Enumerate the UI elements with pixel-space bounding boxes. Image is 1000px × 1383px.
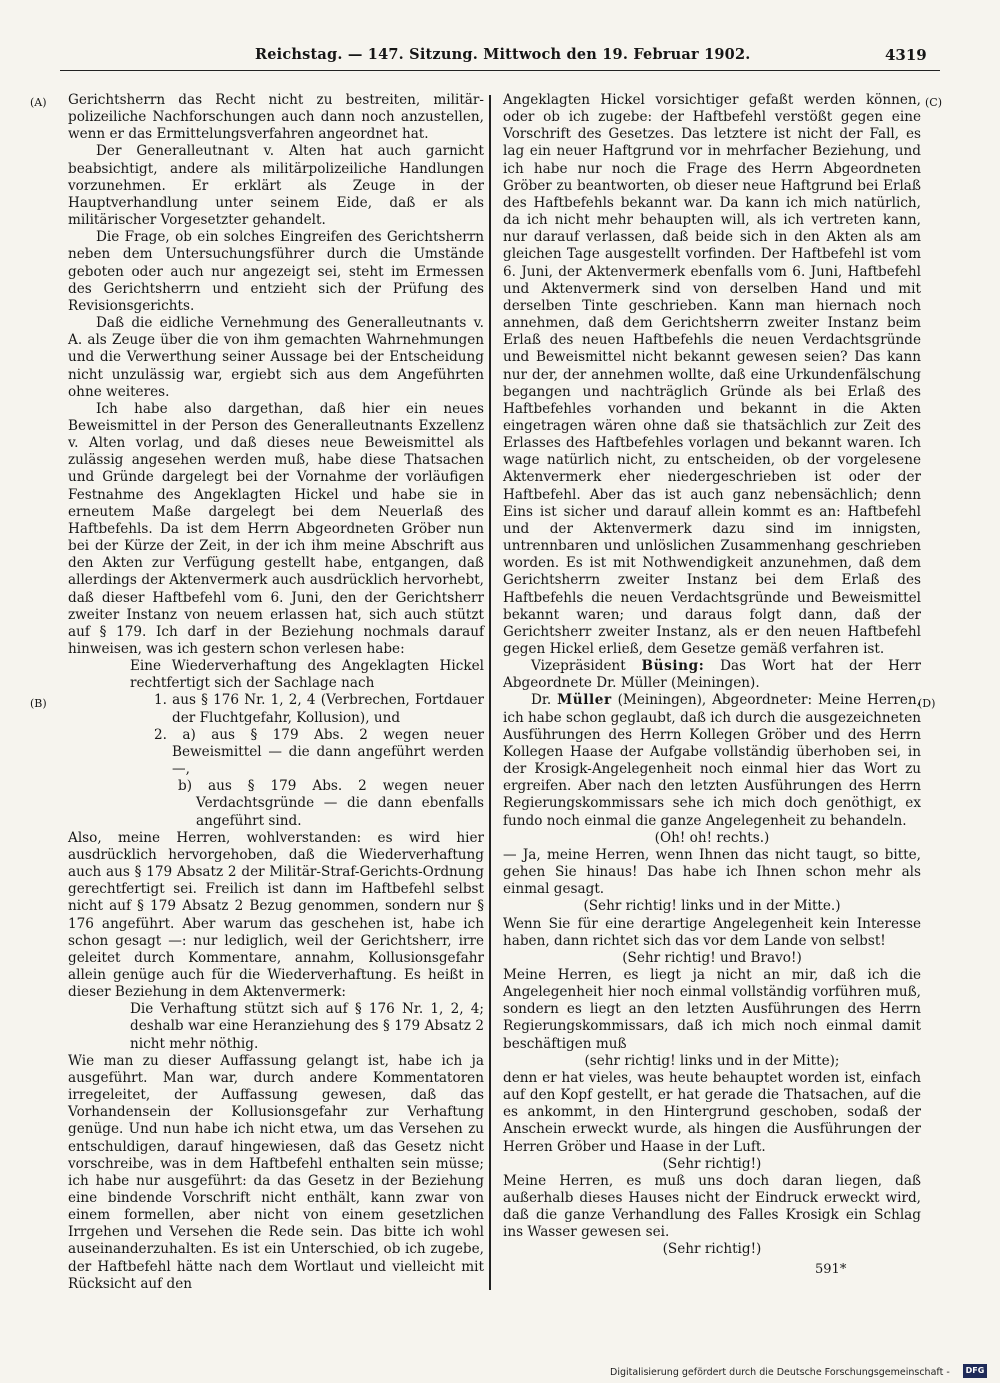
digitization-credit: Digitalisierung gefördert durch die Deutsche Forschungsgemeinschaft - — [610, 1367, 950, 1378]
right-paragraph: Angeklagten Hickel vorsichtiger gefaßt werden können, oder ob ich zugebe: der Haftbefehl verstößt gegen eine Vorschrift des Gesetzes. Das letztere ist nicht der Fall, es lag ein neuer Haftgrund vor in mehrfacher Beziehung, und ich habe nur noch die Frage des Herrn Abgeordneten Gröber zu beantworten, ob dieser neue Haftgrund bei Erlaß des Haftbefehls bekannt war. Da kann ich mich natürlich, da ich nicht mehr behaupten will, als ich vertreten kann, nur darauf verlassen, daß beide sich in den Akten als am gleichen Tage ausgestellt vorfinden. Der Haftbefehl ist vom 6. Juni, der Aktenvermerk ebenfalls vom 6. Juni, Haftbefehl und Aktenvermerk sind von derselben Hand und mit derselben Tinte geschrieben. Kann man hiernach noch annehmen, daß dem Gerichtsherrn zweiter Instanz beim Erlaß des neuen Haftbefehls die neuen Verdachtsgründe und Beweismittel nicht bekannt gewesen seien? Das kann nur der, der annehmen wollte, daß eine Urkundenfälschung begangen und nachträglich Gründe als bei Erlaß des Haftbefehles vorhanden und bekannt in die Akten eingetragen wären ohne daß sie thatsächlich zur Zeit des Erlasses des Haftbefehles vorlagen und bekannt waren. Ich wage natürlich nicht, zu entscheiden, ob der vorgelesene Aktenvermerk eher niedergeschrieben ist oder der Haftbefehl. Aber das ist auch ganz nebensächlich; denn Eins ist sicher und darauf allein kommt es an: Haftbefehl und der Aktenvermerk dazu sind im innigsten, untrennbaren und unlöslichen Zusammenhang geschrieben worden. Es ist mit Nothwendigkeit anzunehmen, daß dem Gerichtsherrn zweiter Instanz bei dem Erlaß des Haftbefehls die neuen Verdachtsgründe und Beweismittel bekannt waren; und daraus folgt dann, daß der Gerichtsherr zweiter Instanz, als er den neuen Haftbefehl gegen Hickel erließ, dem Gesetze gemäß verfahren ist. — [503, 92, 921, 657]
speech-start — [503, 692, 921, 829]
quoted-file-note: Die Verhaftung stützt sich auf § 176 Nr. 1, 2, 4; deshalb war eine Heranziehung des § 179 Absatz 2 nicht mehr nöthig. — [130, 1001, 484, 1052]
column-divider — [489, 95, 491, 1290]
left-paragraph: Gerichtsherrn das Recht nicht zu bestreiten, militär-polizeiliche Nachforschungen auch dann noch anzustellen, wenn er das Ermittelungsverfahren angeordnet hat. — [68, 92, 484, 143]
right-paragraph: Meine Herren, es liegt ja nicht an mir, daß ich die Angelegenheit hier noch einmal vollständig vorführen muß, sondern es liegt an den letzten Ausführungen des Herrn Regierungskommissars, daß ich mich noch einmal damit beschäftigen muß — [503, 966, 921, 1052]
margin-marker-b: (B) — [30, 697, 47, 710]
dfg-logo: DFG — [963, 1364, 987, 1378]
header-rule — [60, 70, 940, 71]
interjection: (Sehr richtig!) — [662, 1155, 762, 1172]
left-paragraph: Ich habe also dargethan, daß hier ein neues Beweismittel in der Person des Generalleutnants Exzellenz v. Alten vorlag, und daß dieses neue Beweismittel als zulässig angesehen werden muß, habe diese Thatsachen und Gründe dargelegt bei der Vornahme der vorläufigen Festnahme des Angeklagten Hickel und habe sie in erneutem Maße dargelegt bei dem Neuerlaß des Haftbefehls. Da ist dem Herrn Abgeordneten Gröber nun bei der Kürze der Zeit, in der ich ihm meine Abschrift aus den Akten zur Verfügung gestellt habe, entgangen, daß allerdings der Aktenvermerk auch ausdrücklich hervorhebt, daß dieser Haftbefehl vom 6. Juni, den der Gerichtsherr zweiter Instanz von neuem erlassen hat, sich auch stützt auf § 179. Ich darf in der Beziehung nochmals darauf hinweisen, was ich gestern schon verlesen habe: — [68, 400, 484, 657]
page-number: 4319 — [885, 46, 927, 64]
interjection: (Oh! oh! rechts.) — [654, 829, 770, 846]
left-paragraph: Daß die eidliche Vernehmung des Generalleutnants v. A. als Zeuge über die von ihm gemachten Wahrnehmungen und die Verwerthung seiner Aussage bei der Entscheidung nicht unzulässig war, ergiebt sich aus dem Angeführten ohne weiteres. — [68, 315, 484, 400]
margin-marker-c: (C) — [925, 96, 942, 109]
remark-text: Das Wort hat der Herr Abgeordnete Dr. Müller (Meiningen). — [503, 658, 921, 692]
left-paragraph: Die Frage, ob ein solches Eingreifen des Gerichtsherrn neben dem Untersuchungsführer durch die Umstände geboten oder auch nur angezeigt sei, steht im Ermessen des Gerichtsherrn und entzieht sich der Prüfung des Revisionsgerichts. — [68, 229, 484, 314]
sheet-signature: 591* — [815, 1262, 847, 1277]
page-header: Reichstag. — 147. Sitzung. Mittwoch den 19. Februar 1902. — [255, 46, 751, 63]
margin-marker-d: (D) — [918, 697, 936, 710]
quoted-order-item-1: 1. aus § 176 Nr. 1, 2, 4 (Verbrechen, Fortdauer der Fluchtgefahr, Kollusion), und — [154, 692, 484, 726]
margin-marker-a: (A) — [30, 96, 47, 109]
left-paragraph: Der Generalleutnant v. Alten hat auch garnicht beabsichtigt, andere als militärpolizeiliche Handlungen vorzunehmen. Er erklärt als Zeuge in der Hauptverhandlung unter seinem Eide, daß er als militärischer Vorgesetzter gehandelt. — [68, 143, 484, 229]
right-paragraph: Wenn Sie für eine derartige Angelegenheit kein Interesse haben, dann richtet sich das vor dem Lande von selbst! — [503, 915, 921, 949]
speaker-role: Vizepräsident — [531, 658, 642, 675]
right-paragraph: — Ja, meine Herren, wenn Ihnen das nicht taugt, so bitte, gehen Sie hinaus! Das habe ich Ihnen schon mehr als einmal gesagt. — [503, 846, 921, 898]
speaker-name: Müller — [557, 692, 612, 709]
quoted-order: Eine Wiederverhaftung des Angeklagten Hickel rechtfertigt sich der Sachlage nach — [130, 658, 484, 692]
right-column — [503, 92, 921, 1259]
speaker-name: Büsing: — [641, 658, 705, 675]
right-paragraph: denn er hat vieles, was heute behauptet worden ist, einfach auf den Kopf gestellt, er hat gerade die Thatsachen, auf die es ankommt, in den Hintergrund geschoben, sodaß der Anschein erweckt wurde, als hingen die Ausführungen der Herren Gröber und Haase in der Luft. — [503, 1069, 921, 1155]
left-paragraph: Also, meine Herren, wohlverstanden: es wird hier ausdrücklich hervorgehoben, daß die Wiederverhaftung auch aus § 179 Absatz 2 der Militär-Straf-Gerichts-Ordnung gerechtfertigt sei. Freilich ist dann im Haftbefehl selbst nicht auf § 179 Absatz 2 Bezug genommen, sondern nur § 176 angeführt. Aber warum das geschehen ist, habe ich schon gesagt —: nur lediglich, weil der Gerichtsherr, irre geleitet durch Kommentare, annahm, Kollusionsgefahr allein genüge auch für die Wiederverhaftung. Es heißt in dieser Beziehung in dem Aktenvermerk: — [68, 829, 484, 1001]
left-paragraph: Wie man zu dieser Auffassung gelangt ist, habe ich ja ausgeführt. Man war, durch andere Kommentatoren irregeleitet, der Auffassung gewesen, daß das Vorhandensein der Kollusionsgefahr zur Verhaftung genüge. Und nun habe ich nicht etwa, um das Versehen zu entschuldigen, darauf hingewiesen, daß das Gesetz nicht vorschreibe, was in dem Haftbefehl enthalten sein müsse; ich habe nur ausgeführt: da das Gesetz in der Beziehung eine bindende Vorschrift nicht enthält, kann zwar von einem formellen, aber nicht von einem gesetzlichen Irrgehen und Versehen die Rede sein. Das bitte ich wohl auseinanderzuhalten. Es ist ein Unterschied, ob ich zugebe, der Haftbefehl hätte nach dem Wortlaut und vielleicht mit Rücksicht auf den — [68, 1052, 484, 1292]
quoted-order-item-2b: b) aus § 179 Abs. 2 wegen neuer Verdachtsgründe — die dann ebenfalls angeführt sind. — [178, 778, 484, 829]
interjection: (Sehr richtig! und Bravo!) — [622, 949, 802, 966]
interjection: (sehr richtig! links und in der Mitte); — [584, 1052, 840, 1069]
interjection: (Sehr richtig!) — [662, 1241, 762, 1258]
speech-text: (Meiningen), Abgeordneter: Meine Herren, ich habe schon geglaubt, daß ich durch die ausgezeichneten Ausführungen des Herrn Kollegen Gröber und des Herrn Kollegen Haase der Aufgabe vollständig überhoben sei, in der Krosigk-Angelegenheit noch einmal hier das Wort zu ergreifen. Aber nach den letzten Ausführungen des Herrn Regierungskommissars sehe ich mich doch genöthigt, ex fundo noch einmal die ganze Angelegenheit zu behandeln. — [503, 692, 921, 829]
right-paragraph: Meine Herren, es muß uns doch daran liegen, daß außerhalb dieses Hauses nicht der Eindruck erweckt wird, daß die ganze Verhandlung des Falles Krosigk ein Schlag ins Wasser gewesen sei. — [503, 1172, 921, 1241]
speaker-title: Dr. — [531, 692, 558, 709]
interjection: (Sehr richtig! links und in der Mitte.) — [583, 898, 841, 915]
left-column — [68, 92, 484, 1293]
vice-president-remark — [503, 658, 921, 692]
quoted-order-item-2a: 2. a) aus § 179 Abs. 2 wegen neuer Beweismittel — die dann angeführt werden —, — [154, 726, 484, 778]
